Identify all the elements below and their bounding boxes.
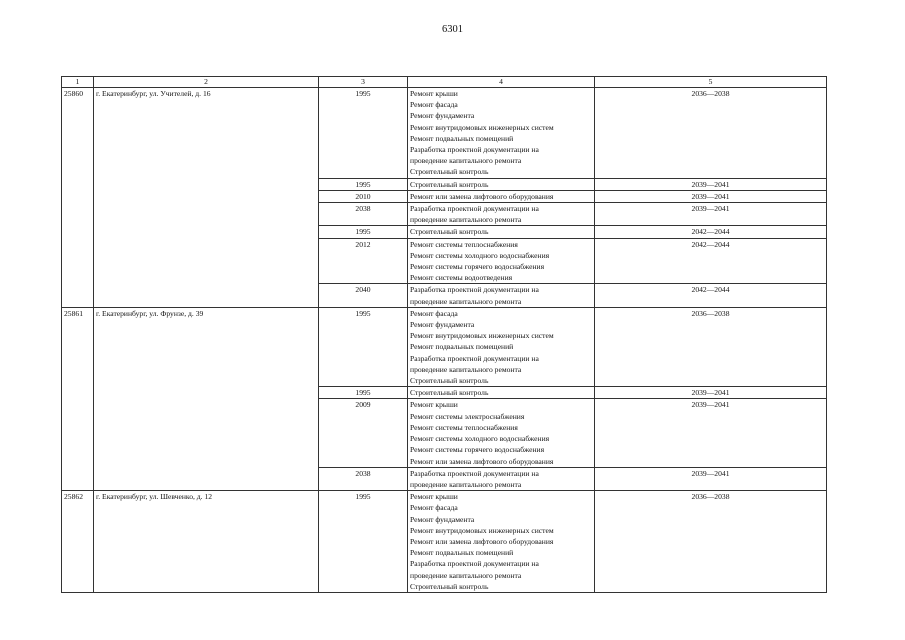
building-address: г. Екатеринбург, ул. Шевченко, д. 12: [94, 491, 319, 593]
works-cell: [408, 284, 595, 307]
works-cell: [408, 238, 595, 284]
work-item: проведение капитального ремонта: [410, 296, 522, 306]
work-item: проведение капитального ремонта: [410, 215, 522, 225]
last-repair-year: 1995: [319, 491, 408, 593]
building-number: 25861: [62, 307, 94, 490]
work-item: Ремонт системы электроснабжения: [410, 411, 525, 421]
table-row: [62, 307, 827, 386]
planned-period: 2039—2041: [595, 467, 827, 490]
work-item: Разработка проектной документации на: [410, 559, 539, 569]
work-item: проведение капитального ремонта: [410, 570, 522, 580]
works-cell: [408, 190, 595, 202]
work-item: Ремонт подвальных помещений: [410, 342, 514, 352]
work-item: Строительный контроль: [410, 179, 489, 189]
column-number-3: 3: [319, 77, 408, 88]
work-item: Строительный контроль: [410, 388, 489, 398]
work-item: Строительный контроль: [410, 376, 489, 386]
work-item: проведение капитального ремонта: [410, 156, 522, 166]
work-item: Ремонт или замена лифтового оборудования: [410, 536, 554, 546]
work-item: Ремонт внутридомовых инженерных систем: [410, 331, 554, 341]
work-item: Ремонт системы водоотведения: [410, 273, 513, 283]
last-repair-year: 1995: [319, 307, 408, 386]
work-item: Строительный контроль: [410, 581, 489, 591]
work-item: Ремонт или замена лифтового оборудования: [410, 191, 554, 201]
work-item: Ремонт системы холодного водоснабжения: [410, 250, 550, 260]
works-cell: [408, 307, 595, 386]
last-repair-year: 2012: [319, 238, 408, 284]
work-item: Ремонт подвальных помещений: [410, 133, 514, 143]
works-cell: [408, 491, 595, 593]
work-item: Ремонт фасада: [410, 100, 458, 110]
work-item: Ремонт фундамента: [410, 320, 475, 330]
work-item: Ремонт системы теплоснабжения: [410, 422, 518, 432]
column-number-2: 2: [94, 77, 319, 88]
column-number-row: [62, 77, 827, 88]
planned-period: 2039—2041: [595, 387, 827, 399]
last-repair-year: 2038: [319, 467, 408, 490]
work-item: Ремонт системы холодного водоснабжения: [410, 434, 550, 444]
work-item: Ремонт крыши: [410, 89, 458, 98]
work-item: Разработка проектной документации на: [410, 204, 539, 214]
work-item: Ремонт фасада: [410, 308, 458, 318]
work-item: Ремонт внутридомовых инженерных систем: [410, 122, 554, 132]
last-repair-year: 2038: [319, 203, 408, 226]
planned-period: 2039—2041: [595, 203, 827, 226]
planned-period: 2039—2041: [595, 399, 827, 467]
last-repair-year: 1995: [319, 178, 408, 190]
planned-period: 2042—2044: [595, 284, 827, 307]
work-item: Разработка проектной документации на: [410, 285, 539, 295]
planned-period: 2042—2044: [595, 238, 827, 284]
work-item: Ремонт подвальных помещений: [410, 548, 514, 558]
last-repair-year: 1995: [319, 88, 408, 179]
works-cell: [408, 203, 595, 226]
building-number: 25862: [62, 491, 94, 593]
last-repair-year: 2009: [319, 399, 408, 467]
work-item: Ремонт внутридомовых инженерных систем: [410, 525, 554, 535]
building-number: 25860: [62, 88, 94, 308]
work-item: Ремонт крыши: [410, 492, 458, 502]
works-cell: [408, 467, 595, 490]
planned-period: 2036—2038: [595, 88, 827, 179]
work-item: Ремонт системы теплоснабжения: [410, 239, 518, 249]
works-cell: [408, 399, 595, 467]
last-repair-year: 2010: [319, 190, 408, 202]
page-number: 6301: [442, 24, 463, 35]
work-item: Ремонт крыши: [410, 400, 458, 410]
work-item: Разработка проектной документации на: [410, 353, 539, 363]
table-row: [62, 491, 827, 593]
last-repair-year: 1995: [319, 226, 408, 238]
works-cell: [408, 387, 595, 399]
work-item: проведение капитального ремонта: [410, 364, 522, 374]
work-item: Ремонт системы горячего водоснабжения: [410, 445, 545, 455]
work-item: Ремонт фундамента: [410, 514, 475, 524]
building-address: г. Екатеринбург, ул. Учителей, д. 16: [94, 88, 319, 308]
work-item: Ремонт или замена лифтового оборудования: [410, 456, 554, 466]
column-number-5: 5: [595, 77, 827, 88]
work-item: Строительный контроль: [410, 167, 489, 177]
table-row: [62, 88, 827, 179]
planned-period: 2036—2038: [595, 307, 827, 386]
planned-period: 2042—2044: [595, 226, 827, 238]
work-item: Разработка проектной документации на: [410, 145, 539, 155]
work-item: проведение капитального ремонта: [410, 479, 522, 489]
works-cell: [408, 178, 595, 190]
planned-period: 2039—2041: [595, 178, 827, 190]
last-repair-year: 1995: [319, 387, 408, 399]
planned-period: 2039—2041: [595, 190, 827, 202]
work-item: Разработка проектной документации на: [410, 468, 539, 478]
work-item: Ремонт фундамента: [410, 111, 475, 121]
planned-period: 2036—2038: [595, 491, 827, 593]
building-address: г. Екатеринбург, ул. Фрунзе, д. 39: [94, 307, 319, 490]
work-item: Ремонт системы горячего водоснабжения: [410, 262, 545, 272]
work-item: Строительный контроль: [410, 227, 489, 237]
works-cell: [408, 226, 595, 238]
column-number-4: 4: [408, 77, 595, 88]
work-item: Ремонт фасада: [410, 503, 458, 513]
column-number-1: 1: [62, 77, 94, 88]
last-repair-year: 2040: [319, 284, 408, 307]
capital-repair-table: [61, 76, 827, 593]
works-cell: [408, 88, 595, 179]
table-body: [62, 88, 827, 593]
